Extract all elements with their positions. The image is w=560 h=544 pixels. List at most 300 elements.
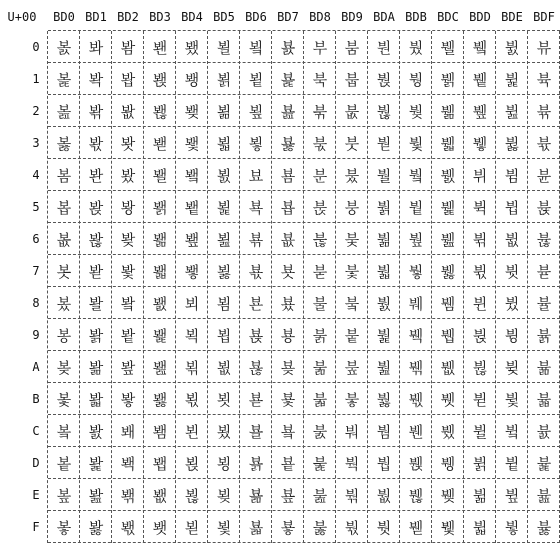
glyph-cell: 봎 (56, 486, 72, 505)
row-header: 7 (32, 264, 40, 278)
glyph-cell: 봞 (88, 486, 104, 505)
glyph-cell: 붶 (408, 230, 424, 249)
glyph-cell: 붐 (344, 38, 360, 57)
glyph-cell: 봖 (88, 230, 104, 249)
glyph-cell: 뵫 (248, 390, 264, 409)
glyph-cell: 뵕 (216, 198, 232, 217)
column-header: BDB (405, 10, 427, 24)
glyph-cell: 봩 (120, 326, 136, 345)
glyph-cell: 뷅 (440, 198, 456, 217)
grid-line-vertical (47, 31, 48, 543)
glyph-cell: 봀 (56, 38, 72, 57)
glyph-cell: 봝 (88, 454, 104, 473)
glyph-cell: 봓 (88, 134, 104, 153)
glyph-cell: 뷚 (472, 358, 488, 377)
column-header: BD5 (213, 10, 235, 24)
glyph-cell: 뷞 (472, 486, 488, 505)
glyph-cell: 뷱 (536, 70, 552, 89)
glyph-cell: 뵛 (216, 390, 232, 409)
glyph-cell: 봸 (152, 294, 168, 313)
glyph-cell: 봣 (120, 134, 136, 153)
glyph-cell: 봉 (56, 326, 72, 345)
glyph-cell: 붙 (344, 326, 360, 345)
glyph-cell: 뷝 (472, 454, 488, 473)
glyph-cell: 뷹 (536, 326, 552, 345)
glyph-cell: 뵭 (248, 454, 264, 473)
glyph-cell: 뵧 (248, 262, 264, 281)
glyph-cell: 봳 (152, 134, 168, 153)
glyph-cell: 뵃 (184, 134, 200, 153)
glyph-cell: 뵳 (280, 134, 296, 153)
column-header: BDC (437, 10, 459, 24)
glyph-cell: 붮 (376, 486, 392, 505)
glyph-cell: 뵱 (280, 70, 296, 89)
glyph-cell: 봴 (152, 166, 168, 185)
glyph-cell: 뵒 (216, 102, 232, 121)
column-header: BD2 (117, 10, 139, 24)
grid-line-horizontal (48, 286, 560, 287)
glyph-cell: 봲 (152, 102, 168, 121)
glyph-cell: 뷃 (440, 134, 456, 153)
glyph-cell: 붑 (344, 70, 360, 89)
glyph-cell: 뵿 (280, 518, 296, 537)
row-header: 2 (32, 104, 40, 118)
glyph-cell: 뷉 (440, 326, 456, 345)
glyph-cell: 뷟 (472, 518, 488, 537)
glyph-cell: 봤 (120, 166, 136, 185)
glyph-cell: 붦 (376, 230, 392, 249)
glyph-cell: 뵣 (248, 134, 264, 153)
glyph-cell: 붺 (408, 358, 424, 377)
glyph-cell: 봏 (56, 518, 72, 537)
glyph-cell: 봗 (88, 262, 104, 281)
glyph-cell: 뷑 (472, 70, 488, 89)
grid-line-vertical (303, 31, 304, 543)
glyph-cell: 뵯 (248, 518, 264, 537)
glyph-cell: 붔 (344, 166, 360, 185)
glyph-cell: 뷀 (440, 38, 456, 57)
glyph-cell: 뵔 (216, 166, 232, 185)
glyph-cell: 봑 (88, 70, 104, 89)
glyph-cell: 분 (312, 166, 328, 185)
grid-line-horizontal (48, 158, 560, 159)
glyph-cell: 뷜 (472, 422, 488, 441)
row-header: D (32, 456, 40, 470)
glyph-cell: 뷬 (504, 422, 520, 441)
glyph-cell: 붱 (408, 70, 424, 89)
glyph-cell: 붻 (408, 390, 424, 409)
glyph-cell: 뵦 (248, 230, 264, 249)
glyph-cell: 뵈 (184, 294, 200, 313)
glyph-cell: 봈 (56, 294, 72, 313)
glyph-cell: 뷿 (536, 518, 552, 537)
grid-line-vertical (143, 31, 144, 543)
glyph-cell: 뷍 (440, 454, 456, 473)
glyph-cell: 봥 (120, 198, 136, 217)
column-header: BD3 (149, 10, 171, 24)
glyph-cell: 봵 (152, 198, 168, 217)
grid-line-horizontal (48, 446, 560, 447)
grid-line-horizontal (48, 190, 560, 191)
glyph-cell: 뵐 (216, 38, 232, 57)
glyph-cell: 뵀 (184, 38, 200, 57)
grid-line-vertical (111, 31, 112, 543)
glyph-cell: 봔 (88, 166, 104, 185)
grid-line-horizontal (48, 318, 560, 319)
glyph-cell: 붯 (376, 518, 392, 537)
row-header: 5 (32, 200, 40, 214)
glyph-cell: 봯 (120, 518, 136, 537)
glyph-cell: 붟 (344, 518, 360, 537)
glyph-cell: 뷙 (472, 326, 488, 345)
glyph-cell: 뷔 (472, 166, 488, 185)
glyph-cell: 봡 (120, 70, 136, 89)
glyph-cell: 봦 (120, 230, 136, 249)
glyph-cell: 뷻 (536, 390, 552, 409)
glyph-cell: 붅 (312, 198, 328, 217)
glyph-cell: 북 (312, 70, 328, 89)
glyph-cell: 붉 (312, 326, 328, 345)
glyph-cell: 붍 (312, 454, 328, 473)
glyph-cell: 뵤 (248, 166, 264, 185)
glyph-cell: 봚 (88, 358, 104, 377)
glyph-cell: 뷄 (440, 166, 456, 185)
row-header: 9 (32, 328, 40, 342)
column-header: BDF (533, 10, 555, 24)
glyph-cell: 붸 (408, 294, 424, 313)
glyph-cell: 붲 (408, 102, 424, 121)
glyph-cell: 뷥 (504, 198, 520, 217)
grid-line-vertical (495, 31, 496, 543)
glyph-cell: 뷡 (504, 70, 520, 89)
glyph-cell: 뷩 (504, 326, 520, 345)
glyph-cell: 뷧 (504, 262, 520, 281)
grid-line-horizontal (48, 382, 560, 383)
glyph-cell: 봘 (88, 294, 104, 313)
row-header: 1 (32, 72, 40, 86)
glyph-cell: 뷎 (440, 486, 456, 505)
glyph-cell: 붬 (376, 422, 392, 441)
row-header: 4 (32, 168, 40, 182)
glyph-cell: 뷇 (440, 262, 456, 281)
glyph-cell: 붿 (408, 518, 424, 537)
glyph-cell: 뵶 (280, 230, 296, 249)
glyph-cell: 봜 (88, 422, 104, 441)
glyph-cell: 뵰 (280, 38, 296, 57)
glyph-cell: 붒 (344, 102, 360, 121)
column-header: BD0 (53, 10, 75, 24)
glyph-cell: 뵎 (184, 486, 200, 505)
glyph-cell: 붇 (312, 262, 328, 281)
glyph-cell: 뵖 (216, 230, 232, 249)
glyph-cell: 뵼 (280, 422, 296, 441)
glyph-cell: 불 (312, 294, 328, 313)
grid-line-horizontal (48, 414, 560, 415)
glyph-cell: 붘 (344, 294, 360, 313)
glyph-cell: 뵚 (216, 358, 232, 377)
glyph-cell: 뵂 (184, 102, 200, 121)
glyph-cell: 붵 (408, 198, 424, 217)
row-header: 8 (32, 296, 40, 310)
glyph-cell: 뷽 (536, 454, 552, 473)
glyph-cell: 붛 (344, 390, 360, 409)
glyph-cell: 뷶 (536, 230, 552, 249)
glyph-cell: 붏 (312, 518, 328, 537)
glyph-cell: 뵟 (216, 518, 232, 537)
grid-line-vertical (431, 31, 432, 543)
glyph-cell: 붆 (312, 230, 328, 249)
glyph-cell: 뵞 (216, 486, 232, 505)
glyph-cell: 뷒 (472, 102, 488, 121)
glyph-cell: 붭 (376, 454, 392, 473)
column-header: BD6 (245, 10, 267, 24)
grid-line-horizontal (48, 222, 560, 223)
glyph-cell: 뷁 (440, 70, 456, 89)
grid-line-vertical (207, 31, 208, 543)
glyph-cell: 붜 (344, 422, 360, 441)
glyph-cell: 붓 (344, 134, 360, 153)
corner-label: U+00 (7, 10, 37, 24)
glyph-cell: 봂 (56, 102, 72, 121)
glyph-cell: 뷨 (504, 294, 520, 313)
column-header: BDE (501, 10, 523, 24)
glyph-cell: 붚 (344, 358, 360, 377)
glyph-cell: 뷸 (536, 294, 552, 313)
glyph-cell: 붖 (344, 230, 360, 249)
glyph-cell: 붕 (344, 198, 360, 217)
glyph-cell: 뵮 (248, 486, 264, 505)
grid-line-vertical (367, 31, 368, 543)
grid-line-vertical (175, 31, 176, 543)
row-header: 3 (32, 136, 40, 150)
glyph-cell: 봁 (56, 70, 72, 89)
glyph-cell: 봇 (56, 262, 72, 281)
glyph-cell: 붪 (376, 358, 392, 377)
glyph-cell: 봋 (56, 390, 72, 409)
glyph-cell: 뵲 (280, 102, 296, 121)
glyph-cell: 봷 (152, 262, 168, 281)
glyph-cell: 봙 (88, 326, 104, 345)
glyph-cell: 붢 (376, 102, 392, 121)
column-header: BD9 (341, 10, 363, 24)
glyph-cell: 뵪 (248, 358, 264, 377)
glyph-cell: 뵢 (248, 102, 264, 121)
column-header: BDA (373, 10, 395, 24)
glyph-cell: 뷯 (504, 518, 520, 537)
glyph-cell: 붊 (312, 358, 328, 377)
row-header: A (32, 360, 40, 374)
glyph-cell: 뵸 (280, 294, 296, 313)
glyph-cell: 뵠 (248, 38, 264, 57)
glyph-cell: 봟 (88, 518, 104, 537)
glyph-cell: 봾 (152, 486, 168, 505)
glyph-cell: 봭 (120, 454, 136, 473)
row-header: B (32, 392, 40, 406)
glyph-cell: 뵴 (280, 166, 296, 185)
glyph-cell: 뵇 (184, 262, 200, 281)
glyph-cell: 붳 (408, 134, 424, 153)
grid-line-horizontal (48, 94, 560, 95)
grid-line-horizontal (48, 30, 560, 31)
glyph-cell: 뵁 (184, 70, 200, 89)
glyph-cell: 봹 (152, 326, 168, 345)
glyph-cell: 뵾 (280, 486, 296, 505)
glyph-cell: 봧 (120, 262, 136, 281)
glyph-cell: 뵏 (184, 518, 200, 537)
glyph-cell: 뷢 (504, 102, 520, 121)
glyph-cell: 뷮 (504, 486, 520, 505)
glyph-cell: 뷤 (504, 166, 520, 185)
glyph-cell: 뷫 (504, 390, 520, 409)
glyph-cell: 뵬 (248, 422, 264, 441)
glyph-cell: 뷠 (504, 38, 520, 57)
glyph-cell: 뵘 (216, 294, 232, 313)
glyph-cell: 붋 (312, 390, 328, 409)
glyph-cell: 붽 (408, 454, 424, 473)
glyph-cell: 붼 (408, 422, 424, 441)
glyph-cell: 봐 (88, 38, 104, 57)
glyph-cell: 붗 (344, 262, 360, 281)
glyph-cell: 봿 (152, 518, 168, 537)
glyph-cell: 봰 (152, 38, 168, 57)
row-header: F (32, 520, 40, 534)
glyph-cell: 뵨 (248, 294, 264, 313)
glyph-cell: 뵵 (280, 198, 296, 217)
glyph-cell: 뷳 (536, 134, 552, 153)
row-header: 6 (32, 232, 40, 246)
glyph-cell: 뷖 (472, 230, 488, 249)
glyph-cell: 붝 (344, 454, 360, 473)
glyph-cell: 봫 (120, 390, 136, 409)
glyph-cell: 붥 (376, 198, 392, 217)
grid-line-horizontal (48, 350, 560, 351)
glyph-cell: 뵄 (184, 166, 200, 185)
glyph-cell: 붤 (376, 166, 392, 185)
grid-line-vertical (271, 31, 272, 543)
grid-line-horizontal (48, 62, 560, 63)
glyph-cell: 뷏 (440, 518, 456, 537)
column-header: BD7 (277, 10, 299, 24)
column-header: BDD (469, 10, 491, 24)
glyph-cell: 붂 (312, 102, 328, 121)
glyph-cell: 붞 (344, 486, 360, 505)
grid-line-horizontal (48, 478, 560, 479)
glyph-cell: 붩 (376, 326, 392, 345)
grid-line-vertical (335, 31, 336, 543)
glyph-cell: 뵥 (248, 198, 264, 217)
grid-line-horizontal (48, 510, 560, 511)
glyph-cell: 붃 (312, 134, 328, 153)
grid-line-horizontal (48, 126, 560, 127)
column-header: BD1 (85, 10, 107, 24)
glyph-cell: 뵡 (248, 70, 264, 89)
glyph-cell: 봨 (120, 294, 136, 313)
column-header: BD4 (181, 10, 203, 24)
glyph-cell: 봢 (120, 102, 136, 121)
glyph-cell: 부 (312, 38, 328, 57)
glyph-cell: 뵍 (184, 454, 200, 473)
glyph-cell: 뷆 (440, 230, 456, 249)
grid-line-vertical (399, 31, 400, 543)
glyph-cell: 봒 (88, 102, 104, 121)
glyph-cell: 뵺 (280, 358, 296, 377)
glyph-cell: 봱 (152, 70, 168, 89)
grid-line-horizontal (48, 542, 560, 543)
glyph-cell: 뷺 (536, 358, 552, 377)
glyph-cell: 뷓 (472, 134, 488, 153)
glyph-cell: 뷵 (536, 198, 552, 217)
glyph-cell: 뷌 (440, 422, 456, 441)
glyph-cell: 붨 (376, 294, 392, 313)
glyph-cell: 뵑 (216, 70, 232, 89)
glyph-cell: 붌 (312, 422, 328, 441)
glyph-cell: 뵓 (216, 134, 232, 153)
grid-line-horizontal (48, 254, 560, 255)
glyph-cell: 봼 (152, 422, 168, 441)
glyph-cell: 붰 (408, 38, 424, 57)
glyph-cell: 뵊 (184, 358, 200, 377)
grid-line-vertical (527, 31, 528, 543)
glyph-cell: 뷷 (536, 262, 552, 281)
glyph-cell: 붾 (408, 486, 424, 505)
glyph-cell: 뵝 (216, 454, 232, 473)
glyph-cell: 뷪 (504, 358, 520, 377)
column-header: BD8 (309, 10, 331, 24)
glyph-cell: 뷭 (504, 454, 520, 473)
glyph-cell: 붹 (408, 326, 424, 345)
glyph-cell: 봽 (152, 454, 168, 473)
glyph-cell: 뵽 (280, 454, 296, 473)
glyph-cell: 뷊 (440, 358, 456, 377)
glyph-cell: 뵉 (184, 326, 200, 345)
glyph-cell: 붴 (408, 166, 424, 185)
row-header: 0 (32, 40, 40, 54)
glyph-cell: 뵅 (184, 198, 200, 217)
glyph-cell: 뵹 (280, 326, 296, 345)
glyph-cell: 뷘 (472, 294, 488, 313)
row-header: E (32, 488, 40, 502)
glyph-cell: 뷰 (536, 38, 552, 57)
glyph-cell: 뷦 (504, 230, 520, 249)
glyph-cell: 뷐 (472, 38, 488, 57)
glyph-cell: 봅 (56, 198, 72, 217)
glyph-cell: 봮 (120, 486, 136, 505)
grid-line-vertical (239, 31, 240, 543)
glyph-cell: 뷈 (440, 294, 456, 313)
glyph-cell: 봛 (88, 390, 104, 409)
glyph-cell: 뵜 (216, 422, 232, 441)
glyph-cell: 봌 (56, 422, 72, 441)
glyph-cell: 봍 (56, 454, 72, 473)
glyph-cell: 봠 (120, 38, 136, 57)
glyph-cell: 뵙 (216, 326, 232, 345)
glyph-cell: 뵩 (248, 326, 264, 345)
glyph-cell: 뷗 (472, 262, 488, 281)
glyph-cell: 붣 (376, 134, 392, 153)
glyph-cell: 봪 (120, 358, 136, 377)
glyph-cell: 붎 (312, 486, 328, 505)
glyph-cell: 봬 (120, 422, 136, 441)
glyph-cell: 뷲 (536, 102, 552, 121)
glyph-cell: 뵷 (280, 262, 296, 281)
glyph-cell: 붧 (376, 262, 392, 281)
grid-line-vertical (463, 31, 464, 543)
glyph-cell: 뷴 (536, 166, 552, 185)
glyph-cell: 뷂 (440, 102, 456, 121)
glyph-cell: 봄 (56, 166, 72, 185)
glyph-cell: 봺 (152, 358, 168, 377)
glyph-cell: 뷼 (536, 422, 552, 441)
